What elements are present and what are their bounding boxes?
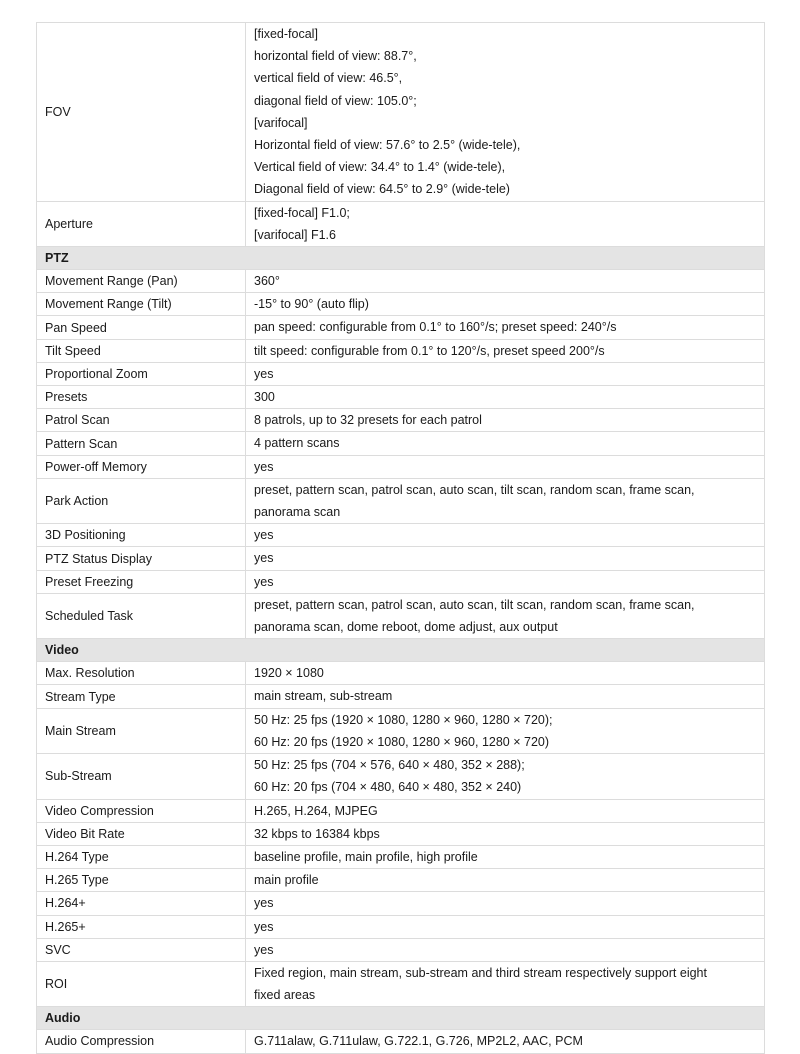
spec-label: H.265 Type	[37, 869, 246, 892]
spec-row	[37, 685, 765, 708]
spec-value-line: 1920 × 1080	[254, 666, 324, 681]
spec-value	[246, 524, 765, 547]
spec-value-line: 60 Hz: 20 fps (1920 × 1080, 1280 × 960, 1280 × 720)	[254, 734, 550, 749]
spec-row	[37, 754, 765, 799]
spec-label: Stream Type	[37, 685, 246, 708]
spec-row	[37, 961, 765, 1006]
spec-row	[37, 938, 765, 961]
spec-row	[37, 23, 765, 202]
spec-value	[246, 409, 765, 432]
spec-row	[37, 593, 765, 638]
spec-row	[37, 892, 765, 915]
spec-value-line: [fixed-focal] F1.0;	[254, 205, 350, 220]
spec-value	[246, 201, 765, 246]
spec-value	[246, 708, 765, 753]
spec-value	[246, 386, 765, 409]
spec-value-line: 4 pattern scans	[254, 436, 340, 451]
spec-row	[37, 662, 765, 685]
spec-label: Patrol Scan	[37, 409, 246, 432]
spec-value	[246, 316, 765, 339]
spec-label: SVC	[37, 938, 246, 961]
spec-row	[37, 845, 765, 868]
spec-value	[246, 961, 765, 1006]
spec-value	[246, 685, 765, 708]
spec-table-body	[37, 23, 765, 1054]
spec-label: Video Compression	[37, 799, 246, 822]
section-header-row	[37, 1007, 765, 1030]
spec-row	[37, 478, 765, 523]
spec-value	[246, 662, 765, 685]
section-title: PTZ	[37, 247, 765, 270]
spec-label: 3D Positioning	[37, 524, 246, 547]
spec-row	[37, 570, 765, 593]
spec-value-line: H.265, H.264, MJPEG	[254, 803, 378, 818]
spec-label: Tilt Speed	[37, 339, 246, 362]
spec-value-line: main profile	[254, 873, 319, 888]
spec-row	[37, 201, 765, 246]
spec-value-line: vertical field of view: 46.5°,	[254, 71, 403, 86]
spec-table	[36, 22, 765, 1054]
spec-value-line: [varifocal]	[254, 115, 308, 130]
spec-label: Sub-Stream	[37, 754, 246, 799]
spec-value-line: Horizontal field of view: 57.6° to 2.5° (wide-tele),	[254, 138, 521, 153]
spec-value-line: yes	[254, 919, 274, 934]
spec-label: Movement Range (Pan)	[37, 270, 246, 293]
spec-value-line: yes	[254, 942, 274, 957]
spec-value-line: yes	[254, 574, 274, 589]
spec-value-line: yes	[254, 896, 274, 911]
spec-row	[37, 270, 765, 293]
spec-value	[246, 293, 765, 316]
spec-row	[37, 386, 765, 409]
spec-value-line: G.711alaw, G.711ulaw, G.722.1, G.726, MP2L2, AAC, PCM	[254, 1034, 583, 1049]
spec-value	[246, 915, 765, 938]
spec-value	[246, 478, 765, 523]
spec-label: PTZ Status Display	[37, 547, 246, 570]
spec-value-line: main stream, sub-stream	[254, 689, 393, 704]
spec-label: Power-off Memory	[37, 455, 246, 478]
spec-value-line: yes	[254, 459, 274, 474]
spec-value-line: diagonal field of view: 105.0°;	[254, 93, 417, 108]
spec-value	[246, 754, 765, 799]
spec-label: FOV	[37, 23, 246, 202]
spec-value	[246, 270, 765, 293]
spec-label: Scheduled Task	[37, 593, 246, 638]
spec-value-line: yes	[254, 366, 274, 381]
spec-label: Park Action	[37, 478, 246, 523]
spec-value-line: preset, pattern scan, patrol scan, auto scan, tilt scan, random scan, frame scan,	[254, 597, 695, 612]
spec-row	[37, 822, 765, 845]
spec-value-line: 50 Hz: 25 fps (704 × 576, 640 × 480, 352 × 288);	[254, 758, 525, 773]
spec-value	[246, 455, 765, 478]
spec-row	[37, 339, 765, 362]
spec-value-line: 50 Hz: 25 fps (1920 × 1080, 1280 × 960, 1280 × 720);	[254, 712, 553, 727]
spec-value	[246, 23, 765, 202]
spec-value	[246, 432, 765, 455]
spec-value-line: 360°	[254, 274, 280, 289]
spec-row	[37, 293, 765, 316]
spec-value	[246, 339, 765, 362]
spec-value-line: [fixed-focal]	[254, 27, 318, 41]
spec-value-line: Fixed region, main stream, sub-stream and third stream respectively support eight	[254, 965, 707, 980]
section-header-row	[37, 247, 765, 270]
spec-value-line: 60 Hz: 20 fps (704 × 480, 640 × 480, 352 × 240)	[254, 780, 522, 795]
section-title: Video	[37, 639, 765, 662]
spec-value-line: -15° to 90° (auto flip)	[254, 297, 369, 312]
spec-value-line: baseline profile, main profile, high profile	[254, 849, 478, 864]
spec-label: Video Bit Rate	[37, 822, 246, 845]
spec-value-line: 32 kbps to 16384 kbps	[254, 826, 380, 841]
spec-value	[246, 892, 765, 915]
spec-row	[37, 869, 765, 892]
spec-value-line: 8 patrols, up to 32 presets for each patrol	[254, 413, 482, 428]
spec-value-line: pan speed: configurable from 0.1° to 160°/s; preset speed: 240°/s	[254, 320, 617, 335]
spec-row	[37, 316, 765, 339]
spec-label: Aperture	[37, 201, 246, 246]
spec-value-line: horizontal field of view: 88.7°,	[254, 49, 417, 64]
spec-value-line: yes	[254, 551, 274, 566]
spec-label: Proportional Zoom	[37, 362, 246, 385]
spec-value	[246, 362, 765, 385]
spec-label: Main Stream	[37, 708, 246, 753]
spec-value	[246, 799, 765, 822]
spec-value	[246, 938, 765, 961]
section-title: Audio	[37, 1007, 765, 1030]
spec-row	[37, 524, 765, 547]
spec-label: Max. Resolution	[37, 662, 246, 685]
spec-row	[37, 455, 765, 478]
spec-label: Pan Speed	[37, 316, 246, 339]
spec-value-line: [varifocal] F1.6	[254, 227, 336, 242]
spec-value-line: Diagonal field of view: 64.5° to 2.9° (wide-tele)	[254, 182, 510, 197]
spec-value-line: panorama scan, dome reboot, dome adjust, aux output	[254, 620, 558, 635]
spec-label: Preset Freezing	[37, 570, 246, 593]
spec-value	[246, 822, 765, 845]
spec-label: Audio Compression	[37, 1030, 246, 1053]
spec-label: Movement Range (Tilt)	[37, 293, 246, 316]
spec-value-line: panorama scan	[254, 505, 341, 520]
section-header-row	[37, 639, 765, 662]
spec-value	[246, 869, 765, 892]
spec-row	[37, 708, 765, 753]
spec-label: Pattern Scan	[37, 432, 246, 455]
spec-row	[37, 432, 765, 455]
spec-row	[37, 362, 765, 385]
spec-value	[246, 547, 765, 570]
spec-value-line: Vertical field of view: 34.4° to 1.4° (wide-tele),	[254, 160, 506, 175]
spec-value-line: yes	[254, 528, 274, 543]
spec-row	[37, 547, 765, 570]
spec-label: H.264 Type	[37, 845, 246, 868]
spec-row	[37, 915, 765, 938]
spec-label: H.264+	[37, 892, 246, 915]
spec-label: Presets	[37, 386, 246, 409]
spec-row	[37, 799, 765, 822]
spec-value-line: preset, pattern scan, patrol scan, auto scan, tilt scan, random scan, frame scan,	[254, 482, 695, 497]
spec-value-line: 300	[254, 390, 275, 405]
spec-label: H.265+	[37, 915, 246, 938]
spec-label: ROI	[37, 961, 246, 1006]
spec-value-line: fixed areas	[254, 988, 316, 1003]
spec-value	[246, 593, 765, 638]
spec-value-line: tilt speed: configurable from 0.1° to 120°/s, preset speed 200°/s	[254, 343, 605, 358]
spec-value	[246, 570, 765, 593]
spec-value	[246, 845, 765, 868]
spec-row	[37, 409, 765, 432]
